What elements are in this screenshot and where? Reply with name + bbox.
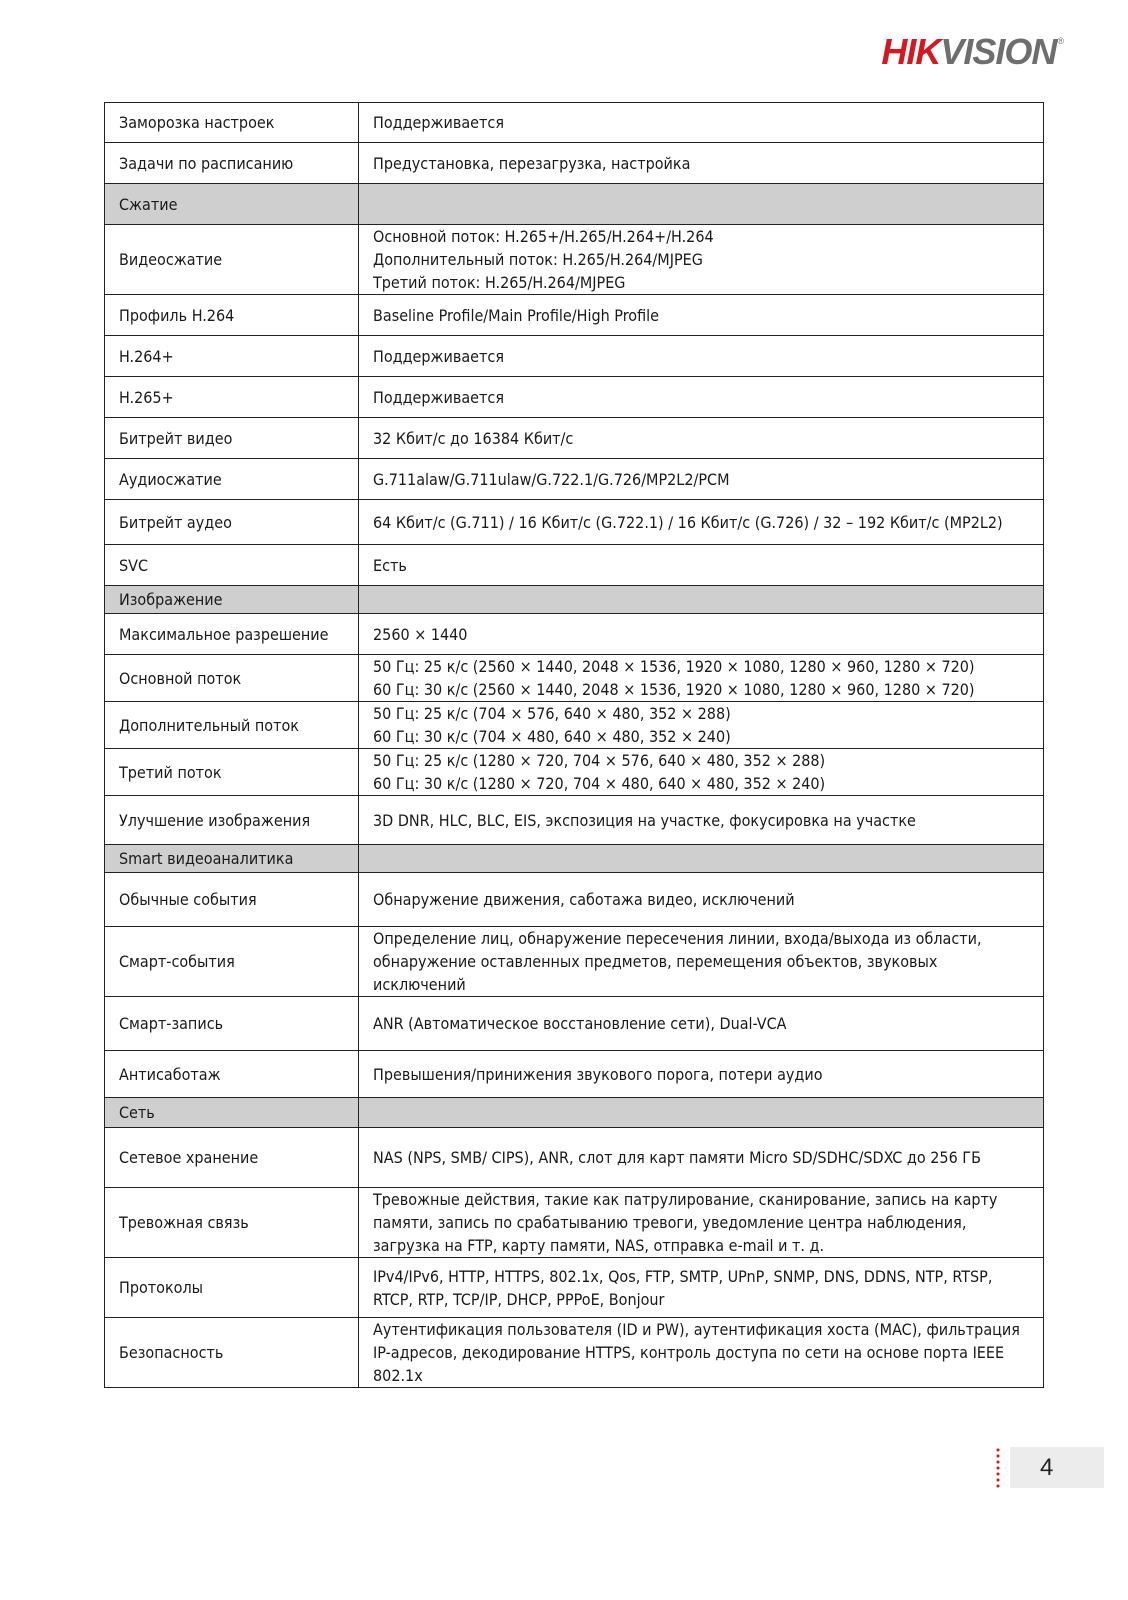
spec-value bbox=[359, 873, 1044, 927]
spec-value-line: ANR (Автоматическое восстановление сети), Dual-VCA bbox=[373, 1014, 787, 1033]
spec-param: Обычные события bbox=[105, 873, 359, 927]
spec-value-line: 60 Гц: 30 к/с (1280 × 720, 704 × 480, 640 × 480, 352 × 240) bbox=[373, 774, 826, 793]
section-title: Сжатие bbox=[105, 184, 359, 225]
spec-row bbox=[105, 1128, 1044, 1188]
spec-param: Дополнительный поток bbox=[105, 702, 359, 749]
spec-param: Заморозка настроек bbox=[105, 103, 359, 143]
spec-value bbox=[359, 1258, 1044, 1318]
spec-value bbox=[359, 377, 1044, 418]
spec-value-line: 50 Гц: 25 к/с (2560 × 1440, 2048 × 1536, 1920 × 1080, 1280 × 960, 1280 × 720) bbox=[373, 657, 975, 676]
spec-row bbox=[105, 295, 1044, 336]
spec-row bbox=[105, 1258, 1044, 1318]
spec-value bbox=[359, 614, 1044, 655]
spec-value bbox=[359, 336, 1044, 377]
spec-value bbox=[359, 796, 1044, 845]
spec-row bbox=[105, 655, 1044, 702]
spec-value-line: 2560 × 1440 bbox=[373, 624, 468, 644]
spec-param: Видеосжатие bbox=[105, 225, 359, 295]
spec-row bbox=[105, 997, 1044, 1051]
section-empty-cell bbox=[359, 184, 1044, 225]
spec-row bbox=[105, 614, 1044, 655]
spec-param: Аудиосжатие bbox=[105, 459, 359, 500]
spec-value-line: 32 Кбит/с до 16384 Кбит/с bbox=[373, 428, 574, 448]
spec-value bbox=[359, 295, 1044, 336]
spec-value-line: Тревожные действия, такие как патрулирование, сканирование, запись на карту памяти, запись по срабатыванию тревоги, уведомление центра наблюдения, загрузка на FTP, карту памяти, NAS, отправка e-mail и т. д. bbox=[373, 1190, 998, 1255]
spec-param: Задачи по расписанию bbox=[105, 143, 359, 184]
spec-value bbox=[359, 418, 1044, 459]
spec-value-line: Поддерживается bbox=[373, 113, 504, 132]
spec-value-line: Обнаружение движения, саботажа видео, исключений bbox=[373, 890, 795, 909]
section-header-row bbox=[105, 184, 1044, 225]
spec-value-line: Основной поток: H.265+/H.265/H.264+/H.264 bbox=[373, 227, 714, 246]
spec-value bbox=[359, 1051, 1044, 1098]
page-number: 4 bbox=[1010, 1447, 1104, 1488]
spec-param: Основной поток bbox=[105, 655, 359, 702]
spec-param: Сетевое хранение bbox=[105, 1128, 359, 1188]
spec-value bbox=[359, 545, 1044, 586]
spec-value-line: 50 Гц: 25 к/с (704 × 576, 640 × 480, 352 × 288) bbox=[373, 704, 731, 723]
spec-row bbox=[105, 377, 1044, 418]
spec-value-line: 60 Гц: 30 к/с (704 × 480, 640 × 480, 352 × 240) bbox=[373, 727, 731, 746]
spec-param: Битрейт аудео bbox=[105, 500, 359, 545]
spec-value bbox=[359, 997, 1044, 1051]
spec-row bbox=[105, 1051, 1044, 1098]
spec-value bbox=[359, 103, 1044, 143]
registered-mark: ® bbox=[1057, 36, 1064, 46]
section-empty-cell bbox=[359, 845, 1044, 873]
spec-value bbox=[359, 225, 1044, 295]
spec-value-line: 3D DNR, HLC, BLC, EIS, экспозиция на участке, фокусировка на участке bbox=[373, 810, 916, 830]
spec-row bbox=[105, 500, 1044, 545]
spec-value bbox=[359, 1188, 1044, 1258]
spec-param: Битрейт видео bbox=[105, 418, 359, 459]
spec-param: Третий поток bbox=[105, 749, 359, 796]
specifications-table bbox=[104, 102, 1044, 1388]
spec-value bbox=[359, 500, 1044, 545]
spec-value-line: Аутентификация пользователя (ID и PW), аутентификация хоста (MAC), фильтрация IP-адресов, декодирование HTTPS, контроль доступа по сети на основе порта IEEE 802.1x bbox=[373, 1320, 1020, 1385]
section-header-row bbox=[105, 586, 1044, 614]
spec-row bbox=[105, 545, 1044, 586]
section-title: Сеть bbox=[105, 1098, 359, 1128]
spec-row bbox=[105, 796, 1044, 845]
spec-value-line: 60 Гц: 30 к/с (2560 × 1440, 2048 × 1536, 1920 × 1080, 1280 × 960, 1280 × 720) bbox=[373, 680, 975, 699]
spec-value bbox=[359, 1128, 1044, 1188]
spec-param: Безопасность bbox=[105, 1318, 359, 1388]
section-empty-cell bbox=[359, 586, 1044, 614]
spec-param: Профиль H.264 bbox=[105, 295, 359, 336]
spec-row bbox=[105, 418, 1044, 459]
logo-wordmark bbox=[881, 32, 1056, 72]
spec-value-line: Поддерживается bbox=[373, 346, 504, 366]
spec-value-line: Третий поток: H.265/H.264/MJPEG bbox=[373, 273, 626, 292]
spec-param: H.265+ bbox=[105, 377, 359, 418]
spec-value-line: Предустановка, перезагрузка, настройка bbox=[373, 153, 691, 173]
spec-row bbox=[105, 225, 1044, 295]
section-header-row bbox=[105, 1098, 1044, 1128]
spec-param: Максимальное разрешение bbox=[105, 614, 359, 655]
spec-param: Смарт-запись bbox=[105, 997, 359, 1051]
spec-value bbox=[359, 459, 1044, 500]
spec-row bbox=[105, 143, 1044, 184]
spec-param: Протоколы bbox=[105, 1258, 359, 1318]
spec-param: H.264+ bbox=[105, 336, 359, 377]
spec-value-line: Поддерживается bbox=[373, 387, 504, 407]
spec-value bbox=[359, 143, 1044, 184]
section-title: Smart видеоаналитика bbox=[105, 845, 359, 873]
spec-row bbox=[105, 103, 1044, 143]
spec-row bbox=[105, 873, 1044, 927]
spec-param: SVC bbox=[105, 545, 359, 586]
spec-value bbox=[359, 749, 1044, 796]
spec-value-line: Превышения/принижения звукового порога, потери аудио bbox=[373, 1064, 823, 1084]
spec-value bbox=[359, 927, 1044, 997]
spec-row bbox=[105, 1318, 1044, 1388]
spec-value-line: Определение лиц, обнаружение пересечения линии, входа/выхода из области, обнаружение оставленных предметов, перемещения объектов, звуковых исключений bbox=[373, 929, 982, 994]
page-number-dots bbox=[996, 1447, 1000, 1488]
hikvision-logo bbox=[881, 32, 1064, 72]
spec-param: Смарт-события bbox=[105, 927, 359, 997]
spec-row bbox=[105, 927, 1044, 997]
spec-row bbox=[105, 702, 1044, 749]
spec-value-line: G.711alaw/G.711ulaw/G.722.1/G.726/MP2L2/PCM bbox=[373, 469, 730, 489]
specifications-table-body bbox=[105, 103, 1044, 1388]
section-empty-cell bbox=[359, 1098, 1044, 1128]
spec-value bbox=[359, 1318, 1044, 1388]
spec-value-line: 64 Кбит/с (G.711) / 16 Кбит/с (G.722.1) / 16 Кбит/с (G.726) / 32 – 192 Кбит/с (MP2L2) bbox=[373, 512, 1003, 532]
section-header-row bbox=[105, 845, 1044, 873]
spec-value bbox=[359, 655, 1044, 702]
spec-value-line: Есть bbox=[373, 555, 407, 575]
section-title: Изображение bbox=[105, 586, 359, 614]
spec-value-line: IPv4/IPv6, HTTP, HTTPS, 802.1x, Qos, FTP, SMTP, UPnP, SNMP, DNS, DDNS, NTP, RTSP, RTCP, RTP, TCP/IP, DHCP, PPPoE, Bonjour bbox=[373, 1266, 993, 1309]
spec-value-line: Baseline Profile/Main Profile/High Profile bbox=[373, 305, 659, 325]
spec-row bbox=[105, 459, 1044, 500]
spec-value-line: NAS (NPS, SMB/ CIPS), ANR, слот для карт памяти Micro SD/SDHC/SDXC до 256 ГБ bbox=[373, 1148, 981, 1167]
logo-vision: VISION bbox=[940, 31, 1057, 72]
spec-param: Антисаботаж bbox=[105, 1051, 359, 1098]
logo-hik: HIK bbox=[881, 31, 941, 72]
spec-value-line: Дополнительный поток: H.265/H.264/MJPEG bbox=[373, 250, 703, 269]
spec-row bbox=[105, 749, 1044, 796]
spec-row bbox=[105, 336, 1044, 377]
spec-param: Тревожная связь bbox=[105, 1188, 359, 1258]
spec-row bbox=[105, 1188, 1044, 1258]
spec-value bbox=[359, 702, 1044, 749]
spec-param: Улучшение изображения bbox=[105, 796, 359, 845]
spec-value-line: 50 Гц: 25 к/с (1280 × 720, 704 × 576, 640 × 480, 352 × 288) bbox=[373, 751, 826, 770]
